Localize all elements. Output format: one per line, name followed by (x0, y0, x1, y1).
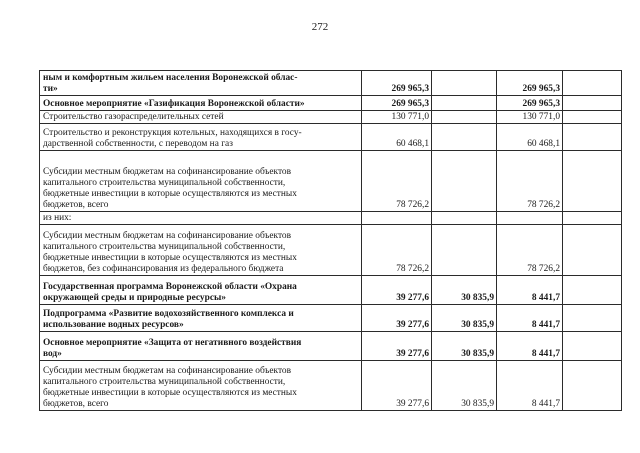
row-regional-amount: 269 965,3 (497, 96, 563, 111)
row-description: ным и комфортным жильем населения Воронежской облас- ти» (40, 71, 362, 96)
row-total-amount: 269 965,3 (362, 71, 432, 96)
table-row (40, 212, 622, 225)
row-total-amount: 78 726,2 (362, 151, 432, 212)
row-extra-amount (563, 332, 622, 361)
row-description: Основное мероприятие «Защита от негативного воздействия вод» (40, 332, 362, 361)
row-description: Подпрограмма «Развитие водохозяйственного комплекса и использование водных ресурсов» (40, 305, 362, 332)
row-federal-amount: 30 835,9 (432, 305, 497, 332)
row-extra-amount (563, 212, 622, 225)
row-total-amount: 269 965,3 (362, 96, 432, 111)
page-number: 272 (311, 21, 329, 33)
row-total-amount: 78 726,2 (362, 225, 432, 276)
row-federal-amount (432, 111, 497, 124)
row-federal-amount (432, 225, 497, 276)
row-regional-amount: 8 441,7 (497, 361, 563, 411)
table-row (40, 124, 622, 151)
row-federal-amount (432, 151, 497, 212)
row-description: Строительство и реконструкция котельных, находящихся в госу- дарственной собственности, с переводом на газ (40, 124, 362, 151)
row-federal-amount (432, 96, 497, 111)
row-extra-amount (563, 276, 622, 305)
row-extra-amount (563, 151, 622, 212)
table-row (40, 151, 622, 212)
row-total-amount: 60 468,1 (362, 124, 432, 151)
row-total-amount: 39 277,6 (362, 305, 432, 332)
row-total-amount: 39 277,6 (362, 361, 432, 411)
table-row (40, 332, 622, 361)
row-regional-amount (497, 212, 563, 225)
row-regional-amount: 8 441,7 (497, 305, 563, 332)
row-description: из них: (40, 212, 362, 225)
row-federal-amount (432, 124, 497, 151)
row-description: Строительство газораспределительных сетей (40, 111, 362, 124)
row-extra-amount (563, 96, 622, 111)
table-row (40, 225, 622, 276)
row-description: Субсидии местным бюджетам на софинансирование объектов капитального строительства муниципальной собственности, бюджетные инвестиции в которые осуществляются из местных бюджетов, всего (40, 361, 362, 411)
table-row (40, 71, 622, 96)
row-extra-amount (563, 124, 622, 151)
row-federal-amount: 30 835,9 (432, 361, 497, 411)
row-federal-amount (432, 71, 497, 96)
row-description: Субсидии местным бюджетам на софинансирование объектов капитального строительства муниципальной собственности, бюджетные инвестиции в которые осуществляются из местных бюджетов, всего (40, 151, 362, 212)
budget-table-body (40, 71, 622, 411)
row-regional-amount: 78 726,2 (497, 151, 563, 212)
row-regional-amount: 8 441,7 (497, 276, 563, 305)
budget-table (39, 70, 622, 411)
row-regional-amount: 8 441,7 (497, 332, 563, 361)
table-row (40, 276, 622, 305)
table-row (40, 96, 622, 111)
row-description: Основное мероприятие «Газификация Воронежской области» (40, 96, 362, 111)
row-description: Государственная программа Воронежской области «Охрана окружающей среды и природные ресурсы» (40, 276, 362, 305)
row-extra-amount (563, 305, 622, 332)
row-total-amount: 39 277,6 (362, 276, 432, 305)
row-regional-amount: 60 468,1 (497, 124, 563, 151)
table-row (40, 111, 622, 124)
table-row (40, 305, 622, 332)
row-extra-amount (563, 71, 622, 96)
row-description: Субсидии местным бюджетам на софинансирование объектов капитального строительства муниципальной собственности, бюджетные инвестиции в которые осуществляются из местных бюджетов, без софинансирования из федерального бюджета (40, 225, 362, 276)
row-total-amount (362, 212, 432, 225)
row-federal-amount: 30 835,9 (432, 276, 497, 305)
row-total-amount: 39 277,6 (362, 332, 432, 361)
row-regional-amount: 269 965,3 (497, 71, 563, 96)
row-regional-amount: 130 771,0 (497, 111, 563, 124)
row-federal-amount (432, 212, 497, 225)
row-total-amount: 130 771,0 (362, 111, 432, 124)
row-federal-amount: 30 835,9 (432, 332, 497, 361)
table-row (40, 361, 622, 411)
row-extra-amount (563, 111, 622, 124)
row-regional-amount: 78 726,2 (497, 225, 563, 276)
row-extra-amount (563, 361, 622, 411)
row-extra-amount (563, 225, 622, 276)
